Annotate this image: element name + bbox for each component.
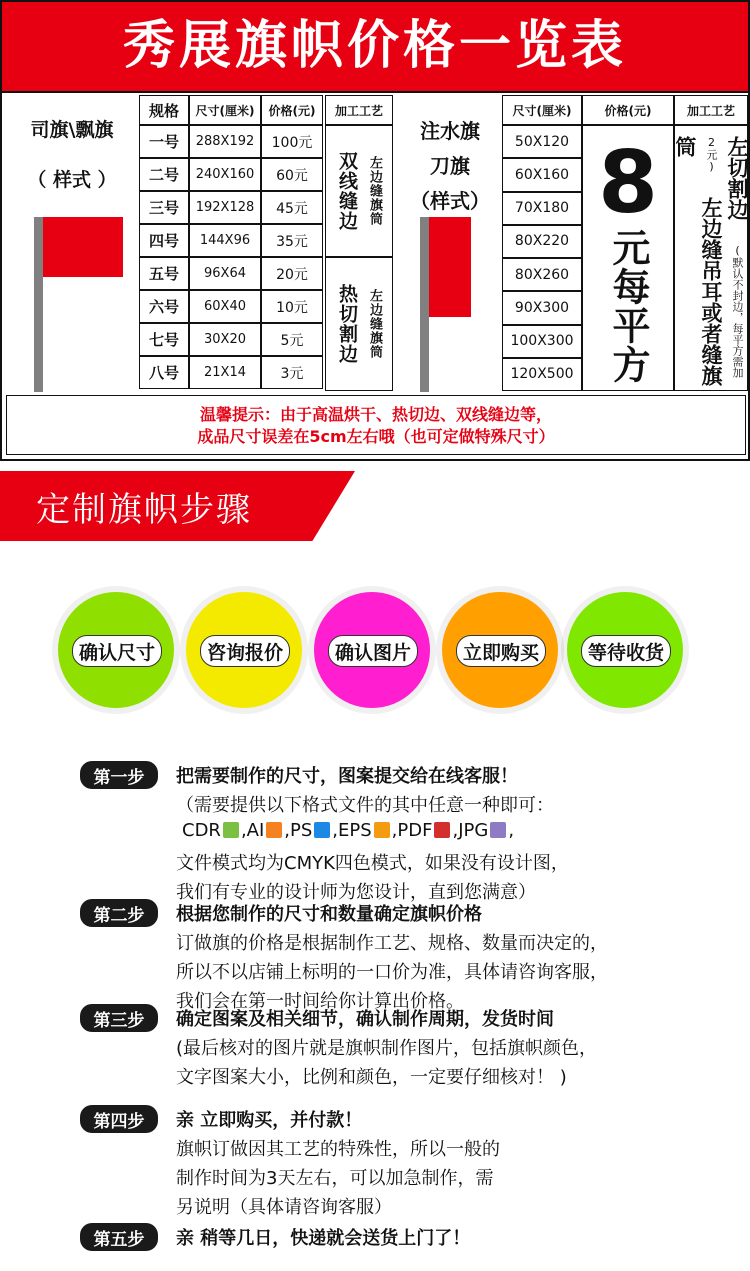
spec-cell: 一号	[139, 125, 189, 158]
spec-cell: 三号	[139, 191, 189, 224]
step-line: 所以不以店铺上标明的一口价为准，具体请咨询客服，	[176, 962, 608, 983]
step-title: 把需要制作的尺寸，图案提交给在线客服！	[176, 766, 518, 787]
price-cell: 100元	[261, 125, 323, 158]
size-cell: 60X40	[189, 290, 261, 323]
format-tail: ,	[508, 820, 515, 841]
steps-banner-title: 定制旗帜步骤	[36, 490, 252, 530]
step-title: 亲 立即购买，并付款！	[176, 1110, 363, 1131]
spec-cell: 四号	[139, 224, 189, 257]
spec-cell: 七号	[139, 323, 189, 356]
step-badge: 第三步	[80, 1004, 158, 1032]
step-line: 文件模式均为CMYK四色模式，如果没有设计图，	[176, 853, 569, 874]
right-process-text	[672, 136, 750, 390]
size-cell: 21X14	[189, 356, 261, 389]
flag-pole	[34, 217, 43, 392]
spec-cell: 二号	[139, 158, 189, 191]
price-per-sqm-cell	[582, 125, 674, 391]
step-title: 亲 稍等几日，快递就会送货上门了！	[176, 1228, 471, 1249]
right-size-cell: 100X300	[502, 325, 582, 358]
price-unit: 元每平方	[606, 228, 650, 384]
col-header-process: 加工工艺	[325, 95, 393, 125]
page-title: 秀展旗帜价格一览表	[122, 16, 627, 76]
blade-flag-pole	[420, 217, 429, 392]
pdf-file-icon	[434, 822, 450, 838]
spec-cell: 五号	[139, 257, 189, 290]
price-cell: 60元	[261, 158, 323, 191]
right-size-cell: 70X180	[502, 192, 582, 225]
right-process-label-2: 左边缝吊耳或者缝旗筒	[673, 136, 723, 386]
process-circle-label: 确认尺寸	[72, 635, 162, 667]
size-cell: 96X64	[189, 257, 261, 290]
price-cell: 5元	[261, 323, 323, 356]
flag-icon	[43, 217, 123, 277]
water-flag-label: 注水旗	[420, 119, 480, 143]
format-label: ,JPG	[452, 820, 489, 841]
size-cell: 240X160	[189, 158, 261, 191]
right-size-cell: 80X220	[502, 225, 582, 258]
price-cell: 35元	[261, 224, 323, 257]
process-note-2: 左边缝旗筒	[367, 289, 382, 359]
right-size-cell: 50X120	[502, 125, 582, 158]
size-cell: 144X96	[189, 224, 261, 257]
step-title: 确定图案及相关细节，确认制作周期，发货时间	[176, 1009, 554, 1030]
step-line: （需要提供以下格式文件的其中任意一种即可：	[176, 795, 554, 816]
right-process-label: 左切割边	[725, 136, 749, 220]
col-header-price: 价格(元)	[261, 95, 323, 125]
process-circle-label: 立即购买	[456, 635, 546, 667]
process-note-1: 左边缝旗筒	[367, 156, 382, 226]
step-badge: 第五步	[80, 1223, 158, 1251]
warm-notice	[6, 395, 746, 455]
blade-flag-label: 刀旗	[430, 154, 470, 178]
header-bar	[0, 0, 750, 93]
right-size-cell: 60X160	[502, 158, 582, 191]
format-label: CDR	[182, 820, 221, 841]
step-line: 另说明（具体请咨询客服）	[176, 1197, 392, 1218]
right-col-header-process: 加工工艺	[674, 95, 748, 125]
flag-label: 司旗\飘旗	[30, 119, 114, 141]
process-circle-label: 咨询报价	[200, 635, 290, 667]
step-badge: 第一步	[80, 761, 158, 789]
process-cell-1	[325, 125, 393, 257]
step-line: 订做旗的价格是根据制作工艺、规格、数量而决定的，	[176, 933, 608, 954]
ps-file-icon	[314, 822, 330, 838]
cdr-file-icon	[223, 822, 239, 838]
process-circle	[314, 592, 430, 708]
step-title: 根据您制作的尺寸和数量确定旗帜价格	[176, 904, 482, 925]
col-header-spec: 规格	[139, 95, 189, 125]
right-size-cell: 120X500	[502, 358, 582, 391]
spec-cell: 六号	[139, 290, 189, 323]
jpg-file-icon	[490, 822, 506, 838]
step-line: 制作时间为3天左右，可以加急制作，需	[176, 1168, 494, 1189]
eps-file-icon	[374, 822, 390, 838]
right-col-header-size: 尺寸(厘米)	[502, 95, 582, 125]
price-cell: 3元	[261, 356, 323, 389]
format-list	[182, 820, 514, 841]
step-line: 我们会在第一时间给你计算出价格。	[176, 991, 464, 1012]
right-flag-style-label: （样式）	[410, 189, 490, 213]
step-line: 文字图案大小，比例和颜色，一定要仔细核对！ )	[176, 1067, 567, 1088]
col-header-size: 尺寸(厘米)	[189, 95, 261, 125]
format-label: ,AI	[240, 820, 265, 841]
format-label: ,PDF	[391, 820, 433, 841]
blade-flag-icon	[429, 217, 471, 317]
right-process-note: (默认不封边，每平方需加2元)	[705, 136, 744, 378]
step-badge: 第二步	[80, 899, 158, 927]
price-big-number: 8	[598, 133, 658, 233]
right-size-cell: 90X300	[502, 291, 582, 324]
process-label-2: 热切割边	[336, 284, 358, 364]
step-badge: 第四步	[80, 1105, 158, 1133]
process-circle	[186, 592, 302, 708]
price-panel	[0, 93, 750, 461]
process-circle	[58, 592, 174, 708]
process-circle	[567, 592, 683, 708]
process-label-1: 双线缝边	[336, 151, 358, 231]
spec-cell: 八号	[139, 356, 189, 389]
notice-line-2: 成品尺寸误差在5cm左右哦（也可定做特殊尺寸）	[197, 427, 555, 446]
notice-line-1: 温馨提示：由于高温烘干、热切边、双线缝边等，	[199, 405, 552, 424]
right-col-header-price: 价格(元)	[582, 95, 674, 125]
ai-file-icon	[266, 822, 282, 838]
size-cell: 30X20	[189, 323, 261, 356]
price-cell: 10元	[261, 290, 323, 323]
format-label: ,EPS	[332, 820, 372, 841]
process-cell-2	[325, 257, 393, 391]
size-cell: 192X128	[189, 191, 261, 224]
process-circle	[442, 592, 558, 708]
process-circle-label: 确认图片	[328, 635, 418, 667]
price-cell: 45元	[261, 191, 323, 224]
right-size-cell: 80X260	[502, 258, 582, 291]
flag-style-label: （ 样式 ）	[27, 169, 117, 191]
right-process-cell	[674, 125, 748, 391]
step-line: 旗帜订做因其工艺的特殊性，所以一般的	[176, 1139, 500, 1160]
price-cell: 20元	[261, 257, 323, 290]
format-label: ,PS	[284, 820, 313, 841]
process-circle-label: 等待收货	[581, 635, 671, 667]
step-line: (最后核对的图片就是旗帜制作图片，包括旗帜颜色，	[176, 1038, 598, 1059]
step-line: 我们有专业的设计师为您设计，直到您满意）	[176, 882, 536, 903]
size-cell: 288X192	[189, 125, 261, 158]
